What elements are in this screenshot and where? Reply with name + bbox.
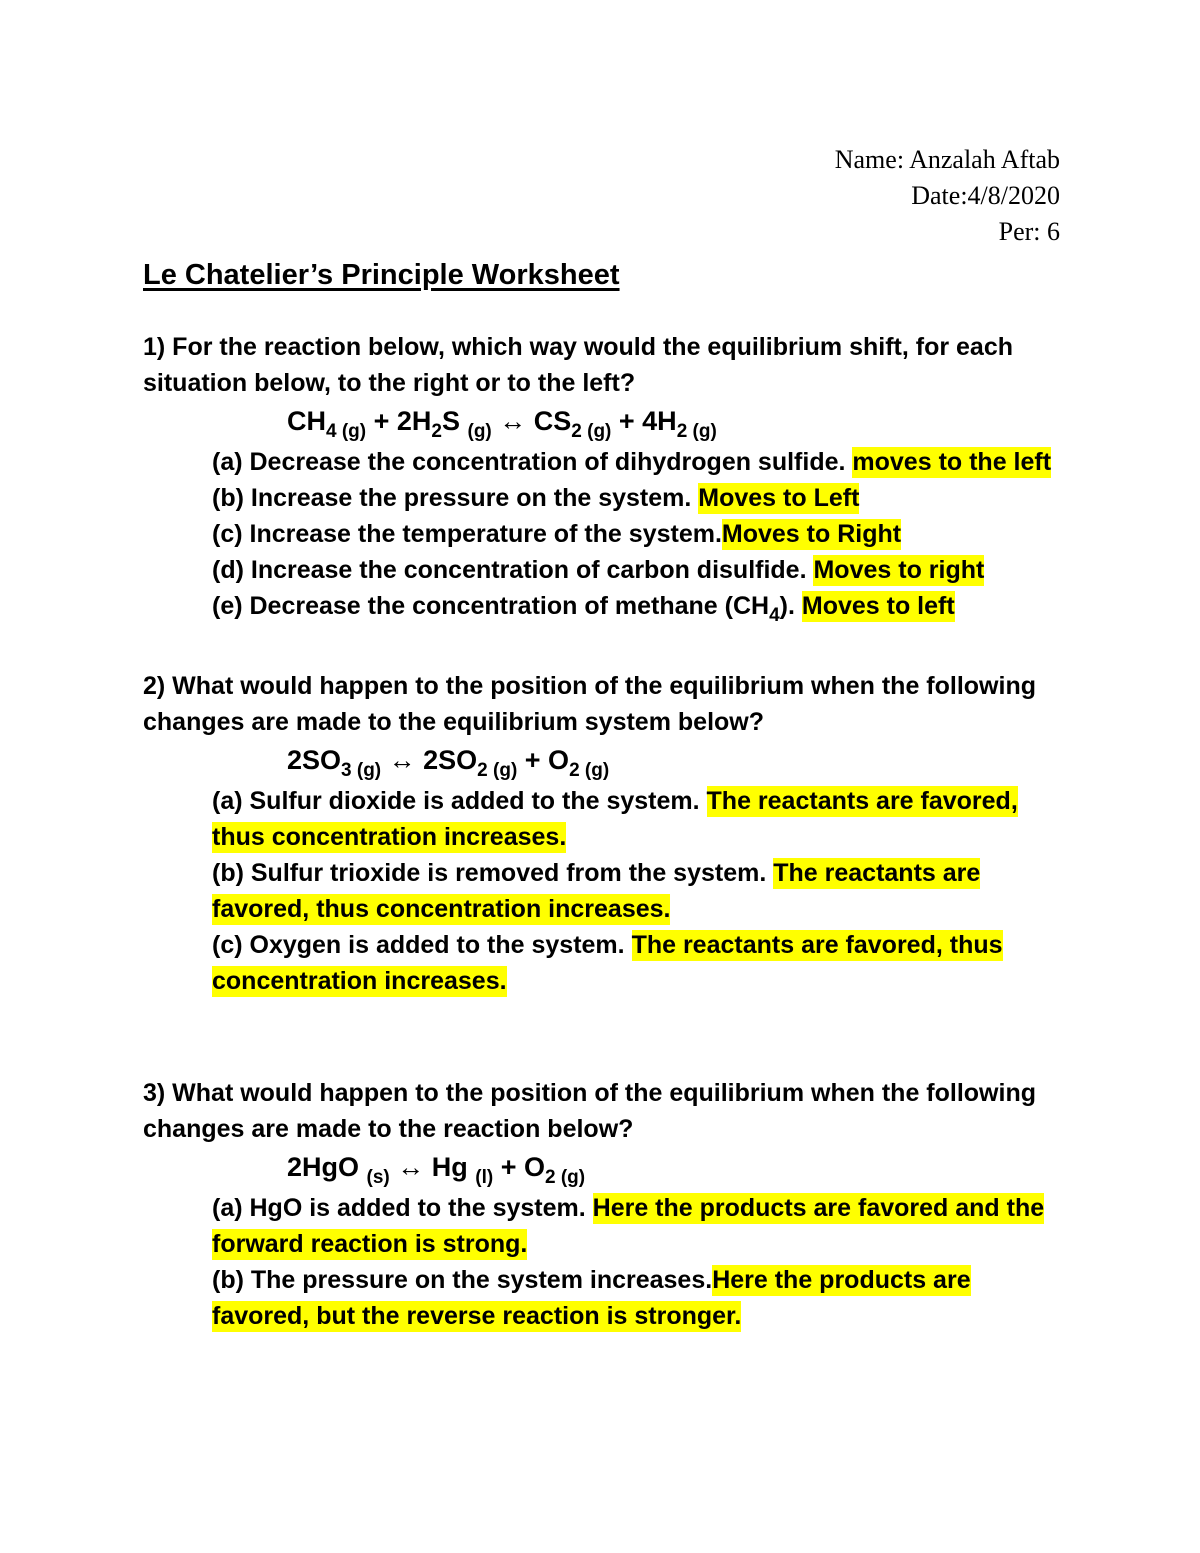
question-2-part-c: (c) Oxygen is added to the system. The reactants are favored, thus concentration increases.: [212, 931, 1003, 995]
date: Date:4/8/2020: [911, 181, 1060, 210]
student-name: Name: Anzalah Aftab: [834, 145, 1060, 174]
question-1: [143, 329, 1060, 624]
question-2-part-a: (a) Sulfur dioxide is added to the system. The reactants are favored, thus concentration increases.: [212, 787, 1018, 851]
question-3-equation: 2HgO $_{(s)}$ ↔ Hg $_{(l)} + O_{2 (g)}$: [287, 1152, 586, 1188]
question-2-parts: [143, 783, 1060, 999]
header-block: [143, 142, 1060, 250]
question-1-part-e: (e) Decrease the concentration of methane $(CH_4)$. Moves to left: [212, 592, 955, 626]
question-2-equation: $2SO_{3 (g)}$ ↔ $2SO_{2 (g)} + O_{2 (g)}$: [287, 745, 610, 781]
question-2-part-b: (b) Sulfur trioxide is removed from the system. The reactants are favored, thus concentration increases.: [212, 859, 981, 923]
question-2-intro: 2) What would happen to the position of the equilibrium when the following changes are made to the equilibrium system below?: [143, 672, 1036, 736]
question-3-intro: 3) What would happen to the position of the equilibrium when the following changes are made to the reaction below?: [143, 1079, 1036, 1143]
period: Per: 6: [998, 217, 1060, 246]
question-3: [143, 1075, 1060, 1334]
question-3-part-b: (b) The pressure on the system increases.Here the products are favored, but the reverse reaction is stronger.: [212, 1266, 971, 1330]
question-3-parts: [143, 1190, 1060, 1334]
question-1-part-c: (c) Increase the temperature of the system.Moves to Right: [212, 520, 902, 548]
question-1-equation: $CH_{4 (g)} + 2H_2S$ $_{(g)}$ ↔ $CS_{2 (g)} + 4H_{2 (g)}$: [287, 406, 717, 442]
question-1-part-d: (d) Increase the concentration of carbon disulfide. Moves to right: [212, 556, 985, 584]
question-2: [143, 668, 1060, 999]
question-3-part-a: (a) HgO is added to the system. Here the products are favored and the forward reaction is strong.: [212, 1194, 1045, 1258]
worksheet-title: Le Chatelier’s Principle Worksheet: [143, 259, 620, 291]
question-1-parts: [143, 444, 1060, 624]
question-1-intro: 1) For the reaction below, which way would the equilibrium shift, for each situation below, to the right or to the left?: [143, 333, 1014, 397]
question-1-part-b: (b) Increase the pressure on the system. Moves to Left: [212, 484, 860, 512]
question-1-part-a: (a) Decrease the concentration of dihydrogen sulfide. moves to the left: [212, 448, 1052, 476]
